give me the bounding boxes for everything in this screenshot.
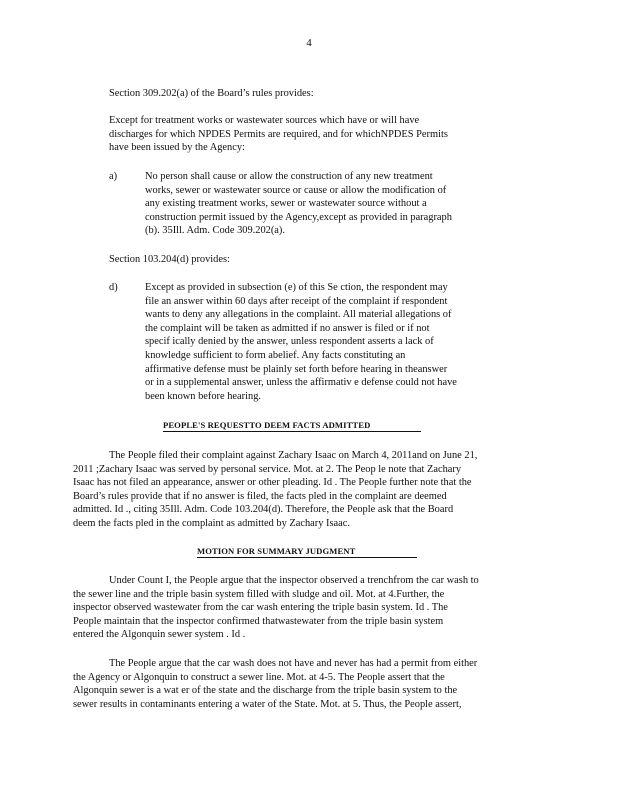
page-number: 4 [306, 37, 312, 49]
paragraph-line: the Agency or Algonquin to construct a sewer line. Mot. at 4-5. The People assert that the [73, 671, 445, 683]
paragraph-line: wants to deny any allegations in the complaint. All material allegations of [145, 309, 452, 321]
section-103-intro: Section 103.204(d) provides: [109, 254, 230, 265]
item-d-label: d) [109, 282, 118, 293]
paragraph-line: 2011 ;Zachary Isaac was served by personal service. Mot. at 2. The Peop le note that Zachary [73, 463, 462, 475]
paragraph-line: knowledge sufficient to form abelief. Any facts constituting an [145, 349, 406, 361]
heading-request-deem-facts: PEOPLE'S REQUESTTO DEEM FACTS ADMITTED [163, 420, 421, 432]
paragraph-line: (b). 35Ill. Adm. Code 309.202(a). [145, 225, 285, 237]
paragraph-line: Under Count I, the People argue that the inspector observed a trenchfrom the car wash to [109, 575, 479, 586]
paragraph-line: the complaint will be taken as admitted if no answer is filed or if not [145, 322, 430, 334]
paragraph-line: works, sewer or wastewater source or cause or allow the modification of [145, 184, 447, 196]
item-d-text [145, 281, 457, 403]
paragraph-line: construction permit issued by the Agency,except as provided in paragraph [145, 211, 452, 223]
paragraph-line: specif ically denied by the answer, unless respondent asserts a lack of [145, 336, 434, 348]
paragraph-people-filed [73, 449, 477, 531]
item-a-label: a) [109, 171, 118, 182]
paragraph-line: discharges for which NPDES Permits are required, and for whichNPDES Permits [109, 128, 448, 140]
paragraph-line: No person shall cause or allow the construction of any new treatment [145, 171, 433, 182]
paragraph-line: Board’s rules provide that if no answer is filed, the facts pled in the complaint are deemed [73, 490, 447, 502]
paragraph-line: The People argue that the car wash does not have and never has had a permit from either [109, 658, 478, 669]
paragraph-line: sewer results in contaminants entering a water of the State. Mot. at 5. Thus, the People assert, [73, 698, 462, 710]
paragraph-line: The People filed their complaint against Zachary Isaac on March 4, 2011and on June 21, [109, 450, 478, 461]
heading-motion-summary-judgment: MOTION FOR SUMMARY JUDGMENT [197, 546, 417, 558]
item-a-text [145, 170, 452, 238]
paragraph-line: the sewer line and the triple basin system filled with sludge and oil. Mot. at 4.Further, the [73, 588, 445, 600]
paragraph-line: entered the Algonquin sewer system . Id . [73, 629, 246, 641]
paragraph-line: Except for treatment works or wastewater sources which have or will have [109, 115, 420, 126]
paragraph-line: affirmative defense must be plainly set forth before hearing in theanswer [145, 363, 448, 375]
paragraph-line: or in a supplemental answer, unless the affirmativ e defense could not have [145, 377, 457, 389]
paragraph-people-argue [73, 657, 477, 711]
paragraph-line: been known before hearing. [145, 390, 261, 402]
paragraph-line: Algonquin sewer is a wat er of the state and the discharge from the triple basin system to the [73, 685, 458, 697]
paragraph-count-one [73, 574, 479, 642]
paragraph-line: have been issued by the Agency: [109, 142, 245, 154]
paragraph-line: Isaac has not filed an appearance, answer or other pleading. Id . The People further note that the [73, 477, 472, 489]
paragraph-line: Except as provided in subsection (e) of this Se ction, the respondent may [145, 282, 448, 293]
paragraph-except [109, 114, 448, 155]
section-309-intro: Section 309.202(a) of the Board’s rules provides: [109, 88, 314, 99]
paragraph-line: any existing treatment works, sewer or wastewater source without a [145, 198, 427, 210]
paragraph-line: inspector observed wastewater from the car wash entering the triple basin system. Id . The [73, 602, 448, 614]
paragraph-line: deem the facts pled in the complaint as admitted by Zachary Isaac. [73, 517, 350, 529]
paragraph-line: file an answer within 60 days after receipt of the complaint if respondent [145, 295, 448, 307]
paragraph-line: People maintain that the inspector confirmed thatwastewater from the triple basin system [73, 615, 444, 627]
paragraph-line: admitted. Id ., citing 35Ill. Adm. Code 103.204(d). Therefore, the People ask that the Board [73, 504, 454, 516]
